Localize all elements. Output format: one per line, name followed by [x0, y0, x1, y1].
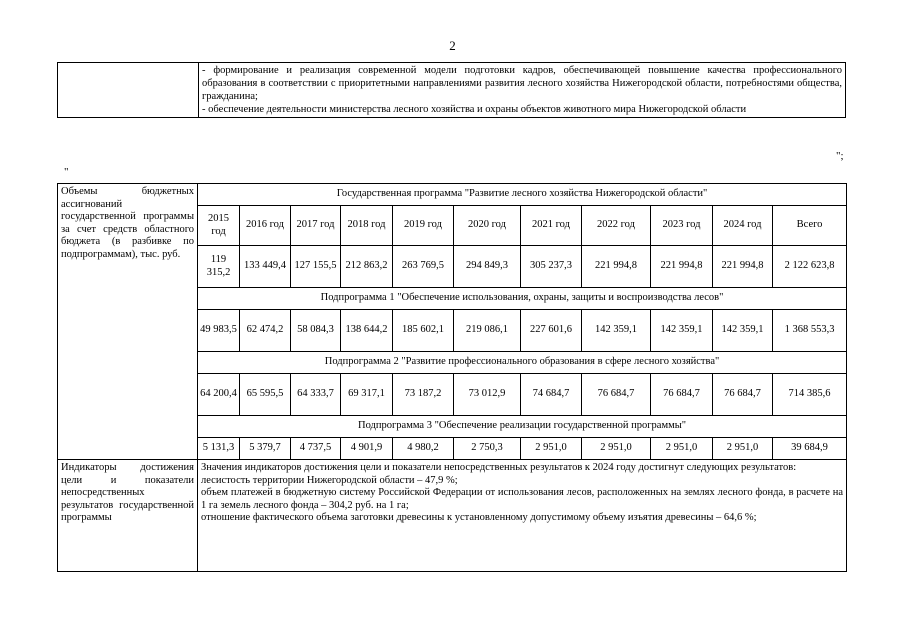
top-text-cell	[199, 63, 846, 118]
value-cell: 221 994,8	[582, 246, 651, 288]
year-header: 2017 год	[291, 206, 341, 246]
year-header: 2024 год	[713, 206, 773, 246]
value-cell: 76 684,7	[651, 374, 713, 416]
budget-label: Объемы бюджетных ассигнований государственной программы за счет средств областного бюджета (в разбивке по подпрограммам), тыс. руб.	[58, 184, 198, 460]
subprogram-3-title: Подпрограмма 3 "Обеспечение реализации государственной программы"	[198, 416, 847, 438]
value-cell: 2 951,0	[521, 438, 582, 460]
value-cell: 4 901,9	[341, 438, 393, 460]
opening-quote: "	[64, 166, 69, 178]
indicators-text	[198, 460, 847, 572]
value-cell: 2 122 623,8	[773, 246, 847, 288]
value-cell: 138 644,2	[341, 310, 393, 352]
value-cell: 76 684,7	[582, 374, 651, 416]
passport-table	[57, 183, 847, 572]
value-cell: 69 317,1	[341, 374, 393, 416]
program-title: Государственная программа "Развитие лесного хозяйства Нижегородской области"	[198, 184, 847, 206]
value-cell: 2 951,0	[651, 438, 713, 460]
top-empty-cell	[58, 63, 199, 118]
value-cell: 73 012,9	[454, 374, 521, 416]
value-cell: 1 368 553,3	[773, 310, 847, 352]
value-cell: 65 595,5	[240, 374, 291, 416]
top-table	[57, 62, 846, 118]
page-number: 2	[449, 38, 456, 53]
subprogram-1-title: Подпрограмма 1 "Обеспечение использования, охраны, защиты и воспроизводства лесов"	[198, 288, 847, 310]
value-cell: 2 951,0	[582, 438, 651, 460]
value-cell: 714 385,6	[773, 374, 847, 416]
value-cell: 263 769,5	[393, 246, 454, 288]
value-cell: 294 849,3	[454, 246, 521, 288]
year-header: 2018 год	[341, 206, 393, 246]
value-cell: 64 333,7	[291, 374, 341, 416]
value-cell: 5 379,7	[240, 438, 291, 460]
value-cell: 73 187,2	[393, 374, 454, 416]
indicator-paragraph: лесистость территории Нижегородской области – 47,9 %;	[201, 474, 458, 486]
top-line: - обеспечение деятельности министерства лесного хозяйства и охраны объектов животного мира Нижегородской области	[202, 104, 747, 115]
value-cell: 142 359,1	[713, 310, 773, 352]
value-cell: 127 155,5	[291, 246, 341, 288]
value-cell: 221 994,8	[651, 246, 713, 288]
top-line: - формирование и реализация современной модели подготовки кадров, обеспечивающей повышение качества профессионального образования в соответствии с приоритетными направлениями развития лесного хозяйства Нижегородской области, потребностями общества, гражданина;	[202, 65, 842, 102]
indicator-paragraph: отношение фактического объема заготовки древесины к установленному допустимому объему изъятия древесины – 64,6 %;	[201, 512, 757, 523]
value-cell: 5 131,3	[198, 438, 240, 460]
value-cell: 39 684,9	[773, 438, 847, 460]
value-cell: 142 359,1	[582, 310, 651, 352]
value-cell: 219 086,1	[454, 310, 521, 352]
value-cell: 212 863,2	[341, 246, 393, 288]
year-header: 2022 год	[582, 206, 651, 246]
year-header: 2020 год	[454, 206, 521, 246]
value-cell: 64 200,4	[198, 374, 240, 416]
value-cell: 58 084,3	[291, 310, 341, 352]
year-header: 2016 год	[240, 206, 291, 246]
value-cell: 4 737,5	[291, 438, 341, 460]
year-header: 2015 год	[198, 206, 240, 246]
year-header: 2023 год	[651, 206, 713, 246]
value-cell: 62 474,2	[240, 310, 291, 352]
indicator-paragraph: объем платежей в бюджетную систему Российской Федерации от использования лесов, расположенных на землях лесного фонда, в расчете на 1 га земель лесного фонда – 304,2 руб. на 1 га;	[201, 487, 844, 511]
value-cell: 142 359,1	[651, 310, 713, 352]
value-cell: 4 980,2	[393, 438, 454, 460]
value-cell: 133 449,4	[240, 246, 291, 288]
indicators-label: Индикаторы достижения цели и показатели непосредственных результатов государственной программы	[58, 460, 198, 572]
year-header: 2019 год	[393, 206, 454, 246]
value-cell: 49 983,5	[198, 310, 240, 352]
value-cell: 221 994,8	[713, 246, 773, 288]
indicator-paragraph: Значения индикаторов достижения цели и показатели непосредственных результатов к 2024 году достигнут следующих результатов:	[201, 462, 797, 473]
value-cell: 185 602,1	[393, 310, 454, 352]
value-cell: 2 951,0	[713, 438, 773, 460]
value-cell: 305 237,3	[521, 246, 582, 288]
value-cell: 76 684,7	[713, 374, 773, 416]
value-cell: 74 684,7	[521, 374, 582, 416]
closing-quote: ";	[836, 150, 844, 162]
value-cell: 2 750,3	[454, 438, 521, 460]
value-cell: 119 315,2	[198, 246, 240, 288]
subprogram-2-title: Подпрограмма 2 "Развитие профессионального образования в сфере лесного хозяйства"	[198, 352, 847, 374]
value-cell: 227 601,6	[521, 310, 582, 352]
year-header: 2021 год	[521, 206, 582, 246]
total-header: Всего	[773, 206, 847, 246]
